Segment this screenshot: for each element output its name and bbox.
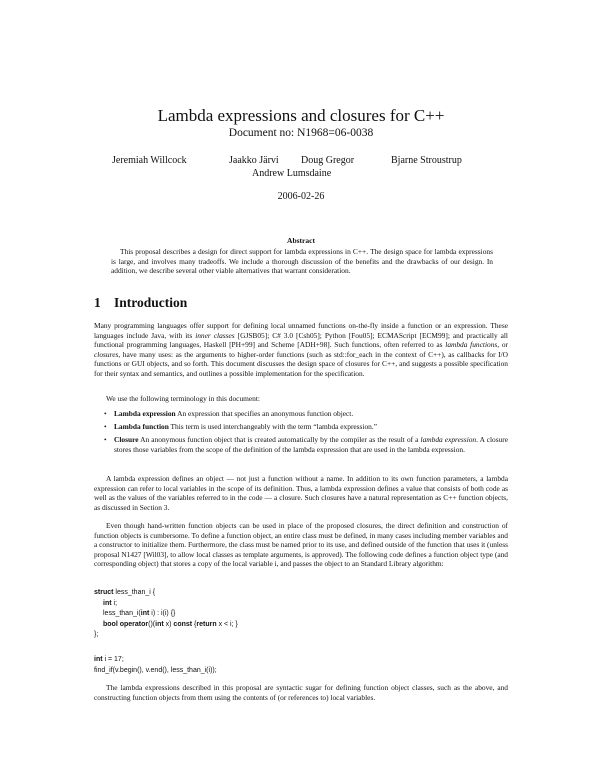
- code-listing: [94, 588, 508, 641]
- code-line: int i = 17;: [94, 656, 124, 663]
- bullet-icon: •: [104, 421, 107, 431]
- code-line: less_than_i(int i) : i(i) {}: [103, 610, 176, 617]
- paragraph: The lambda expressions described in this proposal are syntactic sugar for defining function object classes, such as the above, and constructing function objects from them using the contents of (or references to) local variables.: [94, 683, 508, 702]
- section-heading: [94, 295, 187, 311]
- abstract-heading: Abstract: [287, 236, 315, 245]
- terminology-list: [94, 409, 508, 458]
- code-listing: [94, 655, 508, 676]
- document-number: Document no: N1968=06-0038: [228, 127, 374, 139]
- paragraph: Even though hand-written function objects can be used in place of the proposed closures, the direct definition and construction of function objects is cumbersome. To define a function object, an entire class must be defined, in many cases including member variables and a constructor to initialize them. Furthermore, the class must be named prior to its use, and defined outside of the function that uses it (unless proposal N1427 [Wil03], to allow local classes as template arguments, is approved). The following code defines a function object type (and corresponding object) that stores a copy of the local variable i, and passes the object to an Standard Library algorithm:: [94, 521, 508, 569]
- author: Bjarne Stroustrup: [391, 155, 462, 166]
- author: Andrew Lumsdaine: [252, 168, 332, 179]
- paragraph: We use the following terminology in this document:: [106, 394, 260, 403]
- abstract-text: This proposal describes a design for direct support for lambda expressions in C++. The design space for lambda expressions is large, and involves many tradeoffs. We include a thorough discussion of the benefits and the drawbacks of our design. In addition, we describe several other viable alternatives that warrant consideration.: [111, 247, 493, 276]
- paper-title: Lambda expressions and closures for C++: [157, 106, 445, 125]
- list-item: • Lambda function This term is used interchangeably with the term “lambda expression.”: [104, 421, 378, 431]
- code-line: bool operator()(int x) const {return x < i; }: [103, 620, 238, 628]
- author: Jeremiah Willcock: [112, 155, 187, 166]
- list-item: • Closure An anonymous function object that is created automatically by the compiler as the result of a lambda expression. A closure stores those variables from the scope of the definition of the lambda expression that are used in the lambda expression.: [104, 434, 509, 454]
- code-line: };: [94, 631, 99, 638]
- author: Doug Gregor: [301, 155, 355, 166]
- bullet-icon: •: [104, 434, 107, 444]
- paragraph: A lambda expression defines an object — not just a function without a name. In addition to its own function parameters, a lambda expression can refer to local variables in the scope of its definition. Thus, a lambda expression defines a value that consists of both code as well as the values of the variables referred to in the code — a closure. Such closures have a natural representation as C++ function objects, as discussed in Section 3.: [94, 474, 508, 512]
- bullet-icon: •: [104, 409, 107, 418]
- paragraph: Many programming languages offer support for defining local unnamed functions on-the-fly inside a function or an expression. These languages include Java, with its inner classes [GJSB05]; C# 3.0 [Csh05]; Python [Fou05]; ECMAScript [ECM99]; and practically all functional programming languages, Haskell [PH+99] and Scheme [ADH+98]. Such functions, often referred to as lambda functions, or closures, have many uses: as the arguments to higher-order functions (such as std::for_each in the context of C++), as callbacks for I/O functions or GUI objects, and so forth. This document discusses the design space of closures for C++, and suggests a possible specification for their syntax and semantics, and outlines a possible implementation for the specification.: [94, 321, 508, 378]
- code-line: find_if(v.begin(), v.end(), less_than_i(i));: [94, 666, 217, 674]
- code-line: int i;: [103, 599, 118, 607]
- section-title: Introduction: [114, 295, 188, 310]
- paper-date: 2006-02-26: [277, 191, 325, 202]
- list-item: • Lambda expression An expression that specifies an anonymous function object.: [104, 409, 354, 418]
- section-number: 1: [94, 295, 101, 310]
- author: Jaakko Järvi: [229, 155, 279, 166]
- code-line: struct less_than_i {: [94, 589, 156, 596]
